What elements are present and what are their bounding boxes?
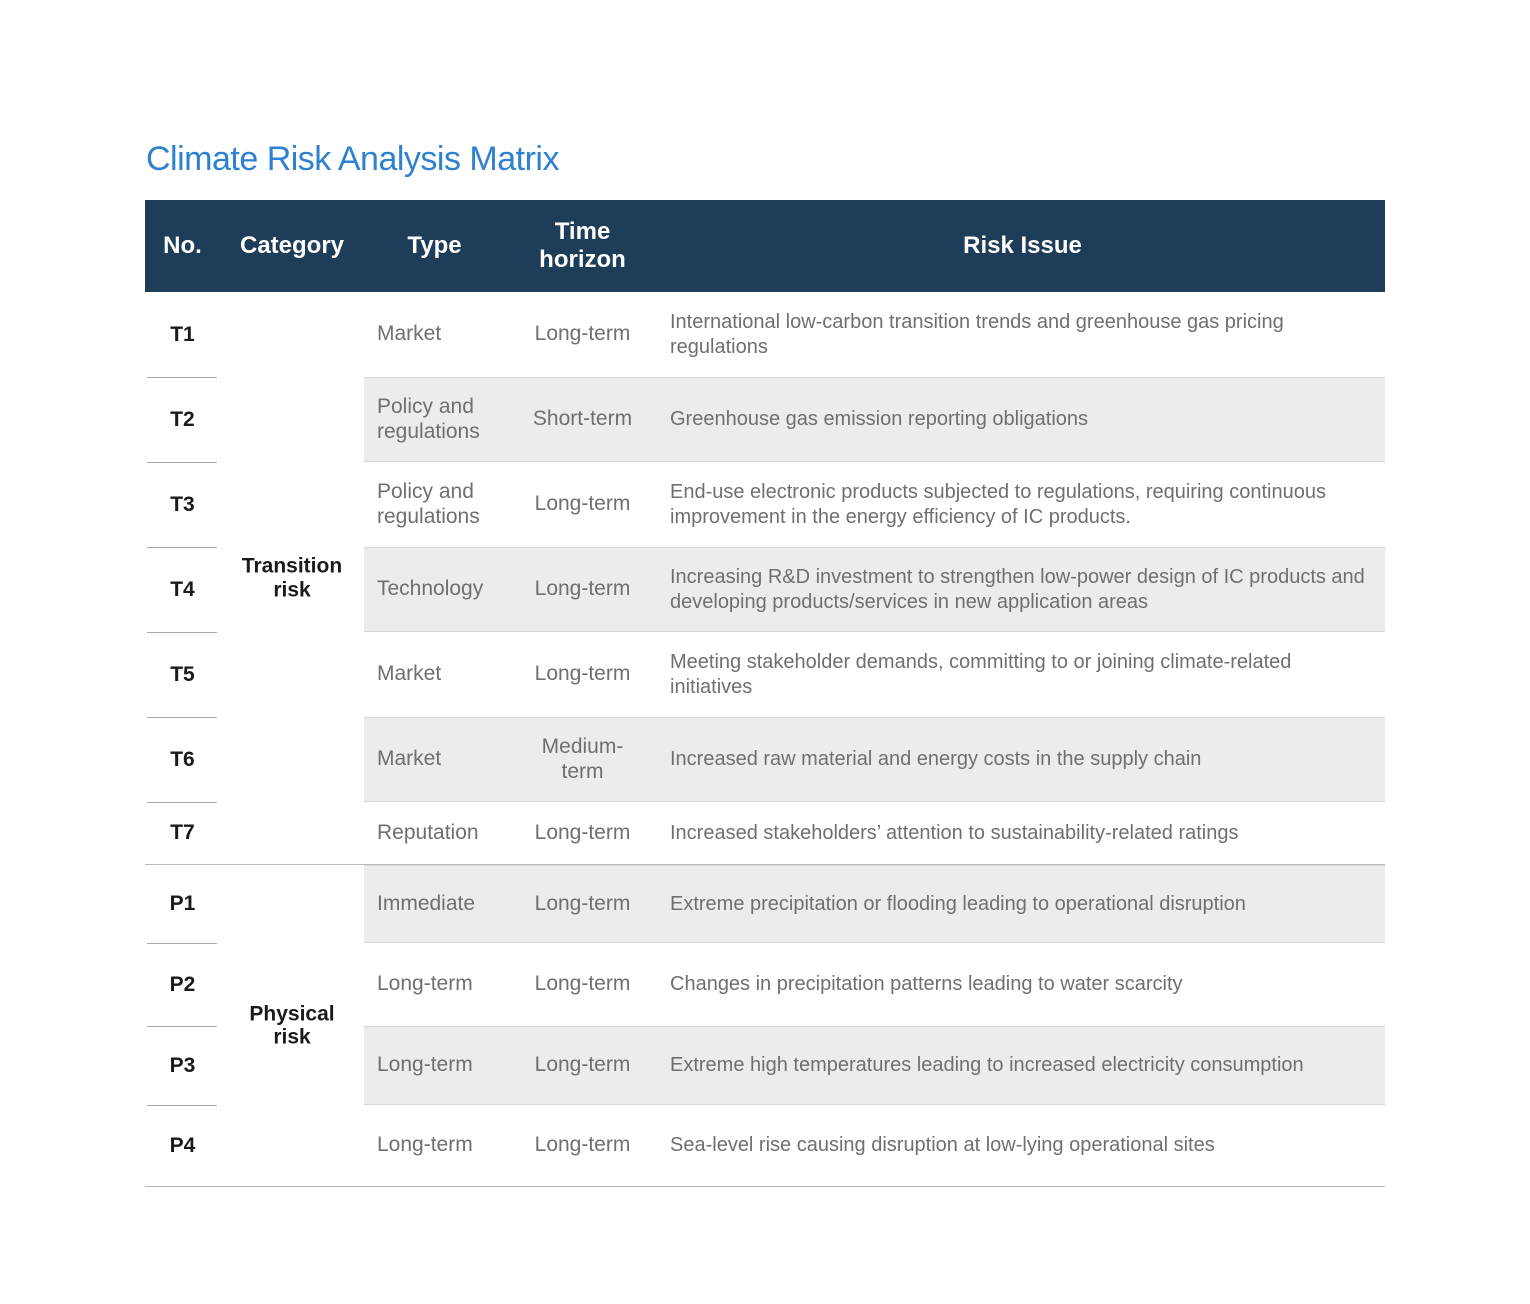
type-cell: Market xyxy=(377,322,442,346)
category-cell xyxy=(220,1105,364,1186)
risk-issue-cell xyxy=(660,462,1385,547)
time-horizon-cell xyxy=(505,802,660,864)
category-cell xyxy=(220,802,364,864)
table-row-t2 xyxy=(145,377,1385,462)
row-band xyxy=(364,943,1385,1026)
time-horizon-value: Short-term xyxy=(532,407,633,431)
risk-issue-value: Meeting stakeholder demands, committing to or joining climate-related initiatives xyxy=(670,650,1292,698)
column-header-category: Category xyxy=(239,232,345,260)
category-cell xyxy=(220,377,364,462)
table-row-t3 xyxy=(145,462,1385,547)
category-cell xyxy=(220,717,364,802)
transition-risk-section xyxy=(145,292,1385,864)
column-header-time-horizon xyxy=(505,200,660,292)
row-band xyxy=(364,462,1385,547)
time-horizon-cell xyxy=(505,1027,660,1104)
type-cell: Immediate xyxy=(377,891,476,915)
time-horizon-value: Long-term xyxy=(534,891,631,915)
table-row-t7 xyxy=(145,802,1385,864)
time-horizon-cell xyxy=(505,462,660,547)
row-band xyxy=(364,717,1385,802)
row-band xyxy=(364,632,1385,717)
time-horizon-value: Long-term xyxy=(534,1053,631,1077)
row-number: P2 xyxy=(169,972,196,996)
category-cell xyxy=(220,865,364,943)
row-number: T7 xyxy=(170,821,195,844)
risk-issue-cell xyxy=(660,866,1385,942)
risk-issue-cell xyxy=(660,292,1385,377)
risk-issue-cell xyxy=(660,632,1385,717)
time-horizon-cell xyxy=(505,718,660,801)
table-row-p4 xyxy=(145,1105,1385,1186)
risk-issue-value: Increased raw material and energy costs in the supply chain xyxy=(670,748,1202,770)
category-cell xyxy=(220,632,364,717)
page-title: Climate Risk Analysis Matrix xyxy=(146,140,559,178)
time-horizon-cell xyxy=(505,943,660,1026)
risk-issue-value: Greenhouse gas emission reporting obligations xyxy=(670,408,1089,430)
row-band xyxy=(364,547,1385,632)
row-number: T2 xyxy=(170,407,195,431)
row-number: T4 xyxy=(170,577,195,601)
row-number: T3 xyxy=(170,492,195,516)
row-band xyxy=(364,292,1385,377)
risk-issue-cell xyxy=(660,1027,1385,1104)
time-horizon-cell xyxy=(505,866,660,942)
row-band xyxy=(364,865,1385,943)
risk-issue-value: Increased stakeholders’ attention to sustainability-related ratings xyxy=(670,821,1239,844)
risk-issue-cell xyxy=(660,548,1385,631)
type-cell: Long-term xyxy=(377,1133,473,1157)
time-horizon-value: Long-term xyxy=(534,492,631,516)
type-cell: Market xyxy=(377,747,442,771)
row-band xyxy=(364,1105,1385,1186)
time-horizon-value: Long-term xyxy=(534,662,631,686)
row-band xyxy=(364,802,1385,864)
time-horizon-cell xyxy=(505,632,660,717)
table-header-row xyxy=(145,200,1385,292)
type-cell: Technology xyxy=(377,577,484,601)
risk-issue-value: International low-carbon transition trends and greenhouse gas pricing regulations xyxy=(670,310,1284,358)
risk-issue-value: End-use electronic products subjected to regulations, requiring continuous improvement in the energy efficiency of IC products. xyxy=(670,480,1326,528)
risk-issue-value: Sea-level rise causing disruption at low-lying operational sites xyxy=(670,1134,1215,1156)
time-horizon-value: Long-term xyxy=(534,322,631,346)
row-number: P3 xyxy=(169,1053,196,1077)
table-row-t1 xyxy=(145,292,1385,377)
row-number: P1 xyxy=(169,892,196,915)
type-cell: Market xyxy=(377,662,442,686)
table-row-p1 xyxy=(145,865,1385,943)
category-label-transition-risk: Transition risk xyxy=(241,554,343,601)
column-header-type: Type xyxy=(407,232,462,260)
category-cell xyxy=(220,462,364,547)
row-number: P4 xyxy=(169,1133,196,1157)
risk-issue-value: Extreme high temperatures leading to increased electricity consumption xyxy=(670,1054,1304,1076)
risk-issue-cell xyxy=(660,802,1385,864)
table-row-t5 xyxy=(145,632,1385,717)
climate-risk-table xyxy=(145,200,1385,1187)
risk-issue-cell xyxy=(660,943,1385,1026)
time-horizon-value: Long-term xyxy=(534,1133,631,1157)
risk-issue-cell xyxy=(660,378,1385,461)
time-horizon-value: Long-term xyxy=(534,972,631,996)
time-horizon-cell xyxy=(505,1105,660,1186)
row-number: T1 xyxy=(170,322,195,346)
type-cell: Policy and regulations xyxy=(377,480,480,528)
type-cell: Reputation xyxy=(377,820,479,844)
column-header-risk-issue: Risk Issue xyxy=(963,232,1082,260)
column-header-no: No. xyxy=(163,232,202,260)
risk-issue-value: Increasing R&D investment to strengthen low-power design of IC products and developing products/services in new application areas xyxy=(670,565,1365,613)
risk-issue-cell xyxy=(660,1105,1385,1186)
time-horizon-value: Medium-term xyxy=(541,735,624,783)
type-cell: Policy and regulations xyxy=(377,395,480,443)
time-horizon-cell xyxy=(505,292,660,377)
table-bottom-divider xyxy=(145,1186,1385,1187)
category-cell xyxy=(220,292,364,377)
type-cell: Long-term xyxy=(377,1053,473,1077)
column-header-time-horizon-label: Time horizon xyxy=(539,218,626,273)
category-label-physical-risk: Physical risk xyxy=(249,1001,335,1049)
table-row-t6 xyxy=(145,717,1385,802)
row-number: T5 xyxy=(170,662,195,686)
row-number: T6 xyxy=(170,747,195,771)
row-band xyxy=(364,377,1385,462)
time-horizon-cell xyxy=(505,378,660,461)
risk-issue-value: Extreme precipitation or flooding leading to operational disruption xyxy=(670,892,1246,915)
time-horizon-value: Long-term xyxy=(534,577,631,601)
risk-issue-cell xyxy=(660,718,1385,801)
type-cell: Long-term xyxy=(377,972,473,996)
time-horizon-cell xyxy=(505,548,660,631)
time-horizon-value: Long-term xyxy=(534,820,631,844)
physical-risk-section xyxy=(145,865,1385,1186)
risk-issue-value: Changes in precipitation patterns leading to water scarcity xyxy=(670,973,1183,995)
row-band xyxy=(364,1026,1385,1105)
